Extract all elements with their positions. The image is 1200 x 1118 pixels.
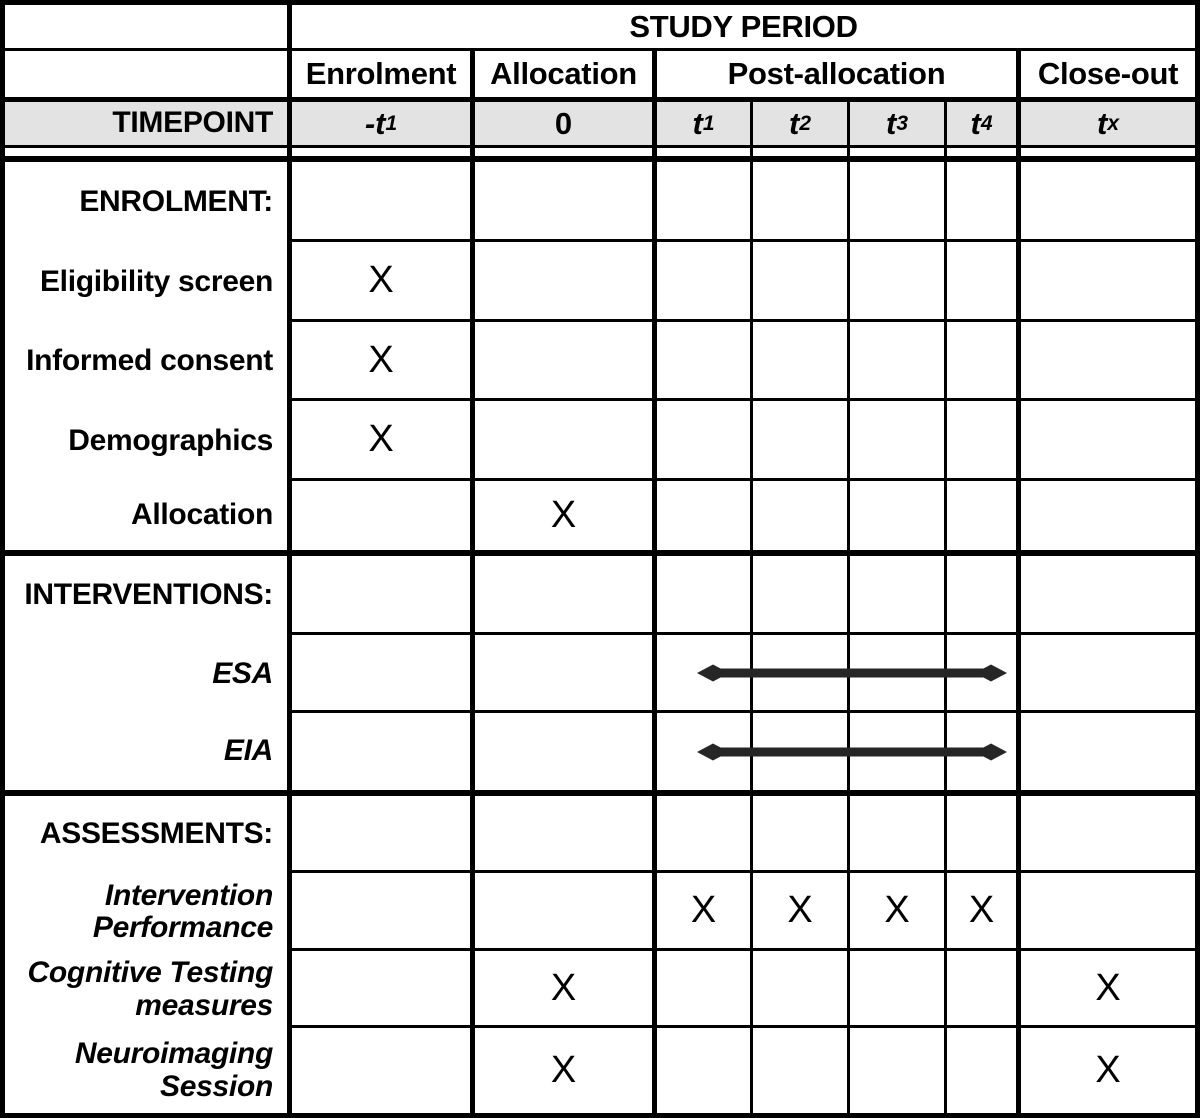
empty-cell — [475, 873, 657, 951]
mark-x: X — [292, 322, 475, 401]
empty-cell — [753, 550, 850, 635]
timepoint-main: t — [788, 105, 800, 141]
empty-cell — [657, 242, 753, 322]
empty-cell — [657, 790, 753, 873]
col-header-close-out: Close-out — [1021, 51, 1195, 102]
empty-cell — [292, 951, 475, 1028]
timepoint-main: t — [692, 105, 703, 141]
spacer-cell — [292, 148, 475, 156]
arrowhead-left-icon — [697, 743, 729, 760]
empty-cell — [753, 242, 850, 322]
empty-cell — [753, 790, 850, 873]
empty-cell — [947, 550, 1021, 635]
section-title-interventions: INTERVENTIONS: — [5, 550, 292, 635]
spacer-cell — [657, 148, 753, 156]
empty-cell — [850, 322, 947, 401]
empty-cell — [657, 401, 753, 481]
col-header-post-allocation: Post-allocation — [657, 51, 1021, 102]
empty-cell — [753, 401, 850, 481]
timepoint-main: 0 — [554, 105, 573, 141]
spacer-cell — [850, 148, 947, 156]
empty-cell — [947, 1028, 1021, 1113]
mark-x: X — [292, 242, 475, 322]
row-label-allocation: Allocation — [5, 481, 292, 550]
empty-cell — [475, 401, 657, 481]
mark-x: X — [475, 1028, 657, 1113]
empty-cell — [292, 156, 475, 242]
row-label-cognitive-testing-measures — [5, 951, 292, 1028]
mark-x: X — [1021, 951, 1195, 1028]
timepoint-t4: t 4 — [947, 102, 1021, 148]
empty-cell — [753, 1028, 850, 1113]
spacer-cell — [5, 148, 292, 156]
timepoint-0 — [475, 102, 657, 148]
mark-x: X — [475, 481, 657, 550]
empty-cell — [1021, 873, 1195, 951]
empty-cell — [292, 1028, 475, 1113]
mark-x: X — [850, 873, 947, 951]
empty-cell — [947, 481, 1021, 550]
empty-cell — [947, 401, 1021, 481]
arrowhead-right-icon — [975, 743, 1007, 760]
mark-x: X — [753, 873, 850, 951]
corner-cell — [5, 5, 292, 51]
row-label-eia: EIA — [5, 713, 292, 790]
timepoint-main: t — [885, 105, 897, 141]
mark-x: X — [475, 951, 657, 1028]
label-line-1: Neuroimaging — [74, 1037, 273, 1071]
timepoint-main: -t — [364, 105, 386, 141]
eia-duration-cell — [657, 713, 753, 790]
empty-cell — [475, 790, 657, 873]
empty-cell — [850, 481, 947, 550]
empty-cell — [292, 481, 475, 550]
empty-cell — [292, 790, 475, 873]
timepoint-t2: t 2 — [753, 102, 850, 148]
row-label-informed-consent: Informed consent — [5, 322, 292, 401]
arrowhead-left-icon — [697, 664, 729, 681]
arrowhead-right-icon — [975, 664, 1007, 681]
empty-cell — [5, 51, 292, 102]
spacer-cell — [1021, 148, 1195, 156]
study-period-header: STUDY PERIOD — [292, 5, 1195, 51]
empty-cell — [1021, 635, 1195, 713]
spacer-cell — [947, 148, 1021, 156]
empty-cell — [475, 635, 657, 713]
empty-cell — [657, 156, 753, 242]
empty-cell — [850, 242, 947, 322]
mark-x: X — [947, 873, 1021, 951]
spacer-cell — [753, 148, 850, 156]
empty-cell — [1021, 713, 1195, 790]
empty-cell — [850, 550, 947, 635]
label-line-1: Intervention — [104, 878, 273, 912]
empty-cell — [1021, 156, 1195, 242]
empty-cell — [657, 1028, 753, 1113]
esa-duration-arrow — [697, 658, 1007, 688]
esa-duration-cell — [657, 635, 753, 713]
empty-cell — [475, 550, 657, 635]
mark-x: X — [292, 401, 475, 481]
timepoint-minus-t1: -t 1 — [292, 102, 475, 148]
empty-cell — [947, 790, 1021, 873]
empty-cell — [850, 1028, 947, 1113]
label-line-2: Performance — [92, 911, 273, 944]
label-line-2: measures — [135, 988, 273, 1022]
empty-cell — [1021, 481, 1195, 550]
empty-cell — [753, 156, 850, 242]
schedule-grid — [5, 5, 1195, 1113]
empty-cell — [947, 156, 1021, 242]
section-title-assessments: ASSESSMENTS: — [5, 790, 292, 873]
empty-cell — [292, 550, 475, 635]
empty-cell — [753, 322, 850, 401]
empty-cell — [1021, 242, 1195, 322]
empty-cell — [850, 790, 947, 873]
row-label-neuroimaging-session — [5, 1028, 292, 1113]
empty-cell — [1021, 550, 1195, 635]
empty-cell — [475, 322, 657, 401]
mark-x: X — [657, 873, 753, 951]
col-header-allocation: Allocation — [475, 51, 657, 102]
empty-cell — [850, 401, 947, 481]
timepoint-t3: t 3 — [850, 102, 947, 148]
empty-cell — [1021, 322, 1195, 401]
empty-cell — [947, 951, 1021, 1028]
mark-x: X — [1095, 1049, 1121, 1091]
empty-cell — [657, 322, 753, 401]
empty-cell — [475, 242, 657, 322]
empty-cell — [292, 713, 475, 790]
timepoint-tx: t x — [1021, 102, 1195, 148]
spacer-cell — [475, 148, 657, 156]
row-label-esa: ESA — [5, 635, 292, 713]
label-line-2: Session — [160, 1069, 273, 1103]
row-label-eligibility-screen: Eligibility screen — [5, 242, 292, 322]
empty-cell — [753, 951, 850, 1028]
label-line-1: Cognitive Testing — [27, 956, 273, 990]
empty-cell — [657, 951, 753, 1028]
timepoint-main: t — [970, 105, 981, 141]
empty-cell — [753, 481, 850, 550]
col-header-enrolment: Enrolment — [292, 51, 475, 102]
section-title-enrolment: ENROLMENT: — [5, 156, 292, 242]
empty-cell — [947, 242, 1021, 322]
empty-cell — [292, 635, 475, 713]
empty-cell — [657, 481, 753, 550]
timepoint-t1: t 1 — [657, 102, 753, 148]
empty-cell — [657, 550, 753, 635]
empty-cell — [1021, 401, 1195, 481]
empty-cell — [850, 951, 947, 1028]
empty-cell — [475, 156, 657, 242]
empty-cell — [947, 322, 1021, 401]
empty-cell — [292, 873, 475, 951]
empty-cell — [1021, 790, 1195, 873]
empty-cell — [475, 713, 657, 790]
timepoint-row-label: TIMEPOINT — [5, 102, 292, 148]
row-label-demographics: Demographics — [5, 401, 292, 481]
row-label-intervention-performance — [5, 873, 292, 951]
timepoint-main: t — [1096, 105, 1108, 141]
empty-cell — [850, 156, 947, 242]
eia-duration-arrow — [697, 737, 1007, 767]
